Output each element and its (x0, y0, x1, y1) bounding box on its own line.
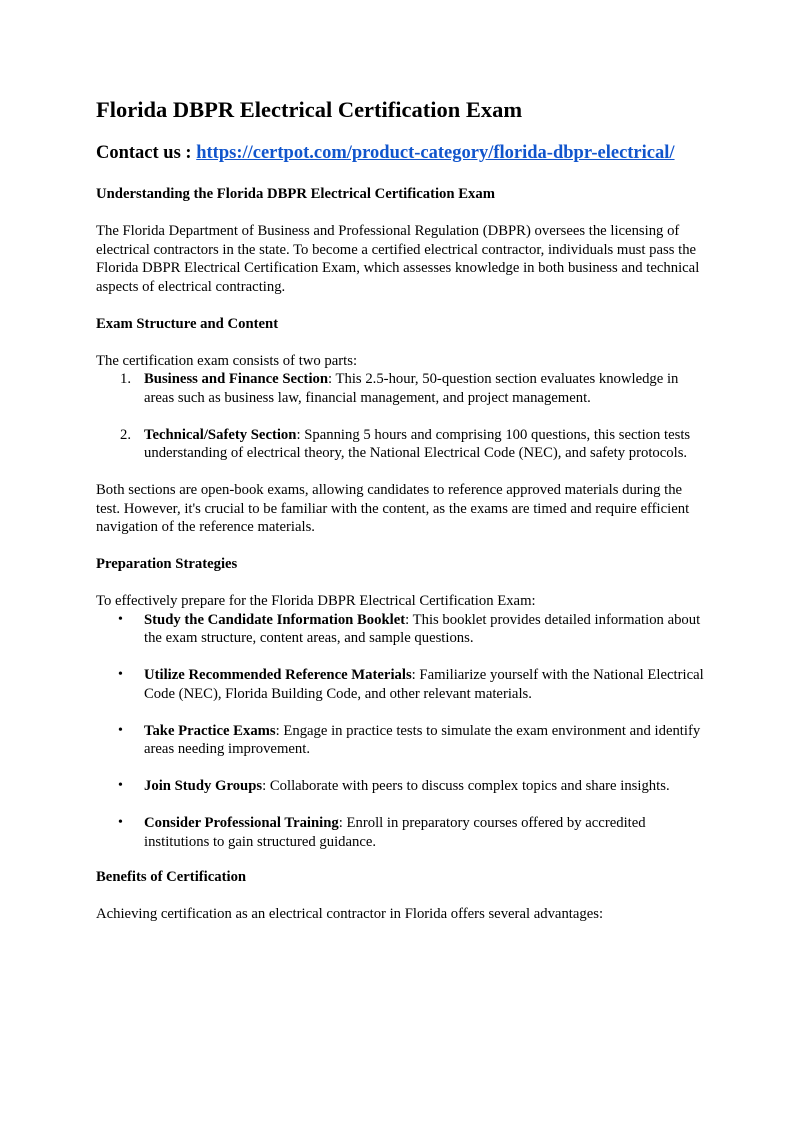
list-item-title: Join Study Groups (144, 778, 263, 794)
section-paragraph-understanding: The Florida Department of Business and Professional Regulation (DBPR) oversees the licensing of electrical contractors in the state. To become a certified electrical contractor, individuals must pass the Florida DBPR Electrical Certification Exam, which assesses knowledge in both business and technical aspects of electrical contracting. (96, 223, 700, 295)
section-heading-benefits: Benefits of Certification (96, 869, 247, 885)
list-item (96, 666, 704, 703)
exam-structure-outro: Both sections are open-book exams, allowing candidates to reference approved materials during the test. However, it's crucial to be familiar with the content, as the exams are timed and require efficient navigation of the reference materials. (96, 482, 690, 535)
preparation-intro: To effectively prepare for the Florida DBPR Electrical Certification Exam: (96, 593, 536, 609)
list-item-title: Consider Professional Training (144, 815, 339, 831)
list-item-text: : Spanning 5 hours and comprising 100 questions, this section tests understanding of electrical theory, the National Electrical Code (NEC), and safety protocols. (144, 426, 691, 461)
list-item-text: : Engage in practice tests to simulate the exam environment and identify areas needing improvement. (144, 722, 701, 757)
list-item (96, 370, 704, 407)
list-item-text: : Familiarize yourself with the National Electrical Code (NEC), Florida Building Code, and other relevant materials. (144, 667, 704, 702)
list-item-title: Utilize Recommended Reference Materials (144, 667, 412, 683)
bullet-icon: • (118, 667, 123, 682)
list-item (96, 722, 704, 759)
exam-parts-list (96, 370, 704, 463)
list-item (96, 777, 704, 796)
benefits-intro: Achieving certification as an electrical contractor in Florida offers several advantages: (96, 906, 604, 922)
bullet-icon: • (118, 815, 123, 830)
bullet-icon: • (118, 778, 123, 793)
list-item (96, 426, 704, 463)
document-title: Florida DBPR Electrical Certification Exam (96, 97, 523, 122)
section-heading-understanding: Understanding the Florida DBPR Electrical Certification Exam (96, 186, 495, 202)
section-heading-exam-structure: Exam Structure and Content (96, 315, 279, 332)
preparation-list (96, 611, 704, 852)
list-item-text: : Collaborate with peers to discuss complex topics and share insights. (262, 778, 670, 794)
list-item-title: Business and Finance Section (144, 371, 329, 387)
document-page (96, 96, 704, 924)
list-item-title: Technical/Safety Section (144, 426, 297, 443)
list-item (96, 814, 704, 851)
section-heading-preparation: Preparation Strategies (96, 556, 238, 572)
list-item (96, 611, 704, 648)
contact-line (96, 141, 704, 165)
bullet-icon: • (118, 722, 123, 738)
contact-label: Contact us : (96, 143, 197, 163)
list-number: 1. (120, 371, 132, 387)
list-number: 2. (120, 426, 132, 443)
list-item-text: : This booklet provides detailed information about the exam structure, content areas, and sample questions. (144, 611, 701, 646)
list-item-title: Study the Candidate Information Booklet (144, 611, 406, 628)
exam-structure-intro: The certification exam consists of two parts: (96, 352, 358, 369)
list-item-text: : This 2.5-hour, 50-question section evaluates knowledge in areas such as business law, financial management, and project management. (144, 371, 679, 406)
contact-link[interactable]: https://certpot.com/product-category/florida-dbpr-electrical/ (196, 143, 675, 163)
list-item-text: : Enroll in preparatory courses offered by accredited institutions to gain structured guidance. (144, 815, 646, 850)
bullet-icon: • (118, 611, 123, 627)
list-item-title: Take Practice Exams (144, 722, 276, 739)
